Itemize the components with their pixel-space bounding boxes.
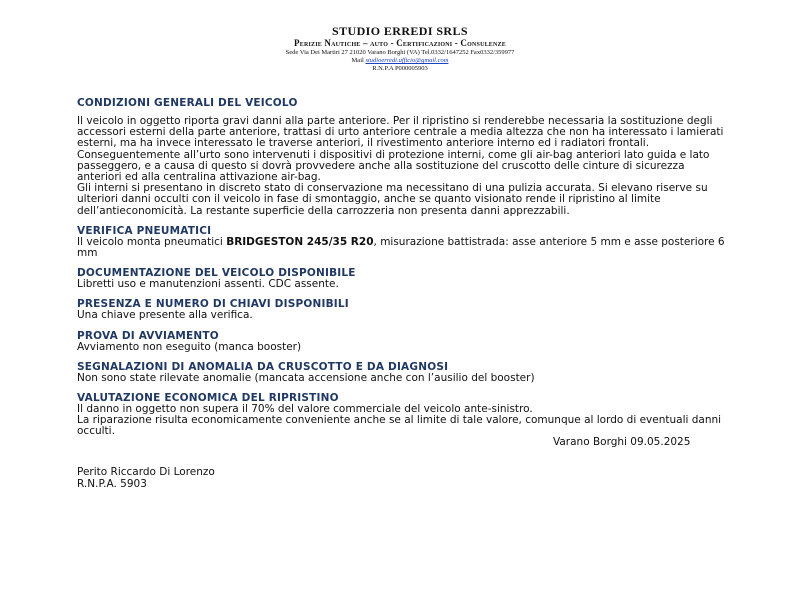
company-mail-line bbox=[0, 57, 800, 65]
signature-block bbox=[77, 466, 215, 490]
section-text: Libretti uso e manutenzioni assenti. CDC assente. bbox=[77, 278, 339, 291]
section-text: Il danno in oggetto non supera il 70% del valore commerciale del veicolo ante-sinistro. bbox=[77, 403, 533, 416]
tires-text-pre: Il veicolo monta pneumatici bbox=[77, 235, 227, 248]
section-text: Una chiave presente alla verifica. bbox=[77, 309, 253, 322]
company-address: Sede Via Dei Martiri 27 21020 Varano Borghi (VA) Tel.0332/1647252 Fax0332/359977 bbox=[285, 49, 515, 56]
section-text: Non sono state rilevate anomalie (mancata accensione anche con l’ausilio del booster) bbox=[77, 371, 535, 384]
company-rnpa: R.N.P.A P000005903 bbox=[372, 65, 428, 72]
section-text bbox=[77, 237, 727, 259]
tires-text-post: , misurazione battistrada: asse anteriore 5 mm e asse posteriore 6 mm bbox=[77, 235, 725, 260]
company-email-link[interactable]: studioerredi.ufficio@gmail.com bbox=[365, 57, 449, 64]
section-heading: PRESENZA E NUMERO DI CHIAVI DISPONIBILI bbox=[77, 298, 349, 311]
report-body bbox=[77, 97, 727, 438]
section-text: Il veicolo in oggetto riporta gravi danni alla parte anteriore. Per il ripristino si renderebbe necessaria la sostituzione degli accessori esterni della parte anteriore, trattasi di urto anteriore centrale a media altezza che non ha interessato i lamierati esterni, ma ha invece interessato le traverse anteriori, il rivestimento anteriore interno ed i radiatori frontali. Conseguentemente all’urto sono intervenuti i dispositivi di protezione interni, come gli air-bag anteriori lato guida e lato passeggero, e a causa di questo si dovrà provvedere anche alla sostituzione del cruscotto delle cinture di sicurezza anteriori ed alla centralina attivazione air-bag. bbox=[77, 115, 724, 184]
expert-name: Perito Riccardo Di Lorenzo bbox=[77, 466, 215, 478]
section-text: Gli interni si presentano in discreto stato di conservazione ma necessitano di una pulizia accurata. Si elevano riserve su ulteriori danni occulti con il veicolo in fase di smontaggio, anche se quanto visionato rende il ripristino al limite dell’antieconomicità. La restante superficie della carrozzeria non presenta danni apprezzabili. bbox=[77, 182, 708, 217]
section-heading: DOCUMENTAZIONE DEL VEICOLO DISPONIBILE bbox=[77, 267, 356, 280]
section-heading: SEGNALAZIONI DI ANOMALIA DA CRUSCOTTO E DA DIAGNOSI bbox=[77, 360, 449, 373]
section-keys bbox=[77, 298, 727, 321]
mail-prefix: Mail bbox=[351, 57, 366, 64]
section-documents bbox=[77, 267, 727, 290]
section-start-test bbox=[77, 330, 727, 353]
expert-rnpa: R.N.P.A. 5903 bbox=[77, 478, 147, 490]
report-date: Varano Borghi 09.05.2025 bbox=[553, 436, 691, 448]
section-heading: VALUTAZIONE ECONOMICA DEL RIPRISTINO bbox=[77, 392, 339, 405]
section-text: La riparazione risulta economicamente conveniente anche se al limite di tale valore, comunque al lordo di eventuali danni occulti. bbox=[77, 414, 722, 438]
section-conditions bbox=[77, 97, 727, 217]
letterhead bbox=[0, 25, 800, 73]
section-text: Avviamento non eseguito (manca booster) bbox=[77, 340, 302, 353]
section-heading: VERIFICA PNEUMATICI bbox=[77, 224, 212, 237]
section-valuation bbox=[77, 392, 727, 438]
section-heading: CONDIZIONI GENERALI DEL VEICOLO bbox=[77, 97, 298, 109]
section-warnings bbox=[77, 361, 727, 384]
section-tires bbox=[77, 225, 727, 259]
company-services: Perizie Nautiche – auto - Certificazioni - Consulenze bbox=[294, 38, 506, 48]
company-name: STUDIO ERREDI SRLS bbox=[332, 24, 468, 38]
section-heading: PROVA DI AVVIAMENTO bbox=[77, 329, 219, 342]
tire-brand: BRIDGESTON 245/35 R20 bbox=[226, 235, 374, 248]
